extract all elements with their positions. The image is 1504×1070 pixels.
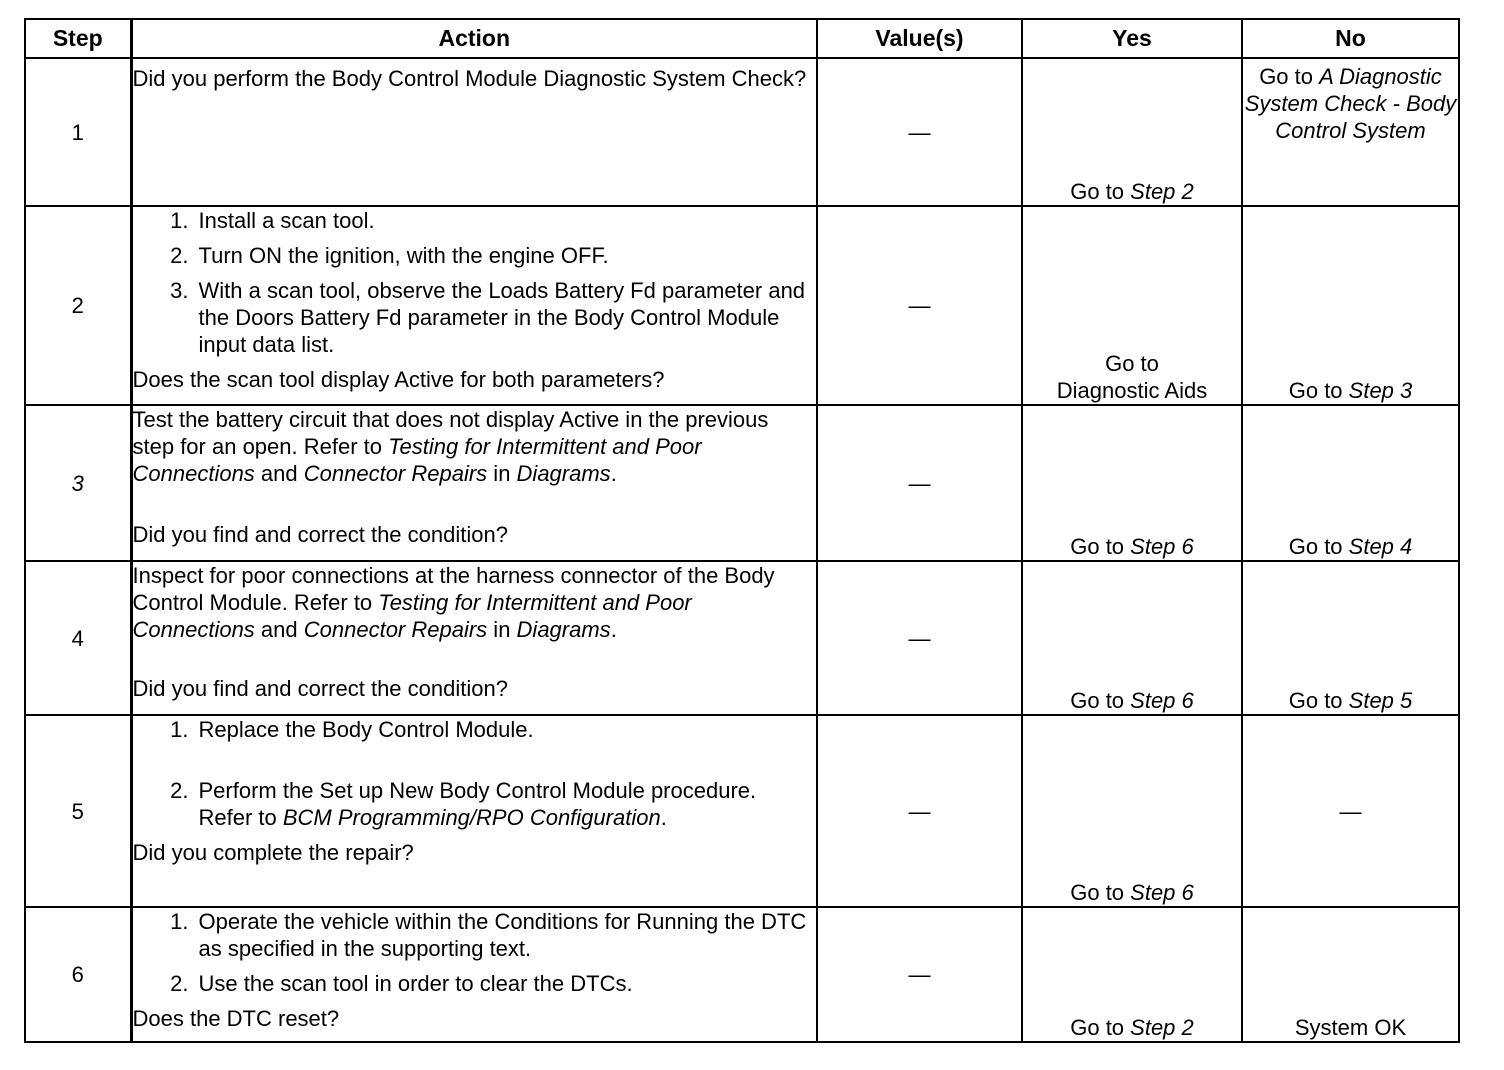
yes-prefix: Go to: [1105, 351, 1159, 376]
no-prefix: Go to: [1288, 534, 1349, 559]
yes-reference: Diagnostic Aids: [1056, 378, 1208, 403]
item-number: 1.: [170, 909, 189, 934]
item-number: 3.: [170, 278, 189, 303]
action-list-item: [133, 716, 817, 743]
action-list-item: [133, 970, 817, 997]
header-action: Action: [131, 19, 817, 58]
action-cell: [131, 907, 817, 1042]
yes-reference: Step 6: [1130, 534, 1194, 559]
action-list-item: [133, 777, 817, 831]
action-question: Did you find and correct the condition?: [132, 522, 508, 547]
reference-link-text: Diagrams: [516, 461, 611, 486]
action-text-part: Test the battery circuit that does not display Active in the previous step for an open. Refer to: [132, 407, 769, 459]
no-reference: Step 3: [1348, 378, 1413, 403]
item-text: Operate the vehicle within the Conditions for Running the DTC as specified in the supporting text.: [198, 909, 807, 961]
yes-prefix: Go to: [1070, 534, 1131, 559]
action-list: [133, 207, 817, 358]
action-content: [133, 406, 817, 548]
reference-link-text: Connector Repairs: [303, 461, 488, 486]
header-no: No: [1242, 19, 1459, 58]
yes-cell: [1022, 561, 1242, 715]
action-text: [133, 406, 817, 487]
step-number: 6: [25, 907, 131, 1042]
item-number: 2.: [170, 243, 189, 268]
action-text: Did you perform the Body Control Module Diagnostic System Check?: [132, 66, 807, 91]
step-number: 1: [25, 58, 131, 206]
item-number: 1.: [170, 717, 189, 742]
value-cell: —: [817, 206, 1022, 405]
no-cell: System OK: [1242, 907, 1459, 1042]
action-text-part: .: [610, 617, 617, 642]
no-cell: —: [1242, 715, 1459, 907]
table-row: [25, 561, 1459, 715]
item-number: 1.: [170, 208, 189, 233]
yes-prefix: Go to: [1070, 880, 1131, 905]
step-number: 3: [25, 405, 131, 561]
item-text: Install a scan tool.: [198, 208, 375, 233]
no-prefix: Go to: [1288, 688, 1349, 713]
yes-prefix: Go to: [1070, 1015, 1131, 1040]
yes-reference: Step 6: [1130, 688, 1194, 713]
no-reference: A Diagnostic System Check - Body Control System: [1244, 64, 1457, 143]
yes-prefix: Go to: [1070, 179, 1131, 204]
no-prefix: Go to: [1288, 378, 1349, 403]
reference-link-text: Testing for Intermittent and Poor Connections: [132, 434, 702, 486]
value-cell: —: [817, 405, 1022, 561]
item-text: With a scan tool, observe the Loads Battery Fd parameter and the Doors Battery Fd parameter in the Body Control Module input data list.: [198, 278, 806, 357]
reference-link-text: BCM Programming/RPO Configuration: [282, 805, 661, 830]
table-row: [25, 907, 1459, 1042]
value-cell: —: [817, 561, 1022, 715]
action-question: Did you find and correct the condition?: [132, 676, 508, 701]
step-number: 5: [25, 715, 131, 907]
action-question: Does the scan tool display Active for both parameters?: [132, 367, 665, 392]
item-text: Replace the Body Control Module.: [198, 717, 534, 742]
reference-link-text: Connector Repairs: [303, 617, 488, 642]
no-prefix: Go to: [1259, 64, 1320, 89]
yes-reference: Step 2: [1130, 1015, 1194, 1040]
header-yes: Yes: [1022, 19, 1242, 58]
yes-cell: [1022, 58, 1242, 206]
action-list-item: [133, 908, 817, 962]
header-row: [25, 19, 1459, 58]
header-values: Value(s): [817, 19, 1022, 58]
action-question: Does the DTC reset?: [132, 1006, 340, 1031]
value-cell: —: [817, 907, 1022, 1042]
action-list: [133, 716, 817, 831]
table-row: [25, 58, 1459, 206]
reference-link-text: Testing for Intermittent and Poor Connections: [132, 590, 692, 642]
diagnostic-table: [24, 18, 1460, 1043]
action-content: [133, 562, 817, 702]
item-text: Turn ON the ignition, with the engine OFF.: [198, 243, 609, 268]
value-cell: —: [817, 715, 1022, 907]
yes-reference: Step 6: [1130, 880, 1194, 905]
no-cell: [1242, 561, 1459, 715]
action-text-part: Inspect for poor connections at the harness connector of the Body Control Module. Refer to: [132, 563, 775, 615]
action-cell: [131, 206, 817, 405]
item-text: Use the scan tool in order to clear the DTCs.: [198, 971, 633, 996]
no-cell: [1242, 58, 1459, 206]
yes-cell: [1022, 206, 1242, 405]
yes-cell: [1022, 907, 1242, 1042]
action-list: [133, 908, 817, 997]
yes-cell: [1022, 715, 1242, 907]
table-row: [25, 405, 1459, 561]
action-cell: [131, 405, 817, 561]
action-text-part: in: [487, 461, 517, 486]
step-number: 4: [25, 561, 131, 715]
no-cell: [1242, 405, 1459, 561]
reference-link-text: Diagrams: [516, 617, 611, 642]
header-step: Step: [25, 19, 131, 58]
action-text-part: .: [610, 461, 617, 486]
table-row: [25, 206, 1459, 405]
table-row: [25, 715, 1459, 907]
action-cell: [131, 715, 817, 907]
action-text-part: in: [487, 617, 517, 642]
step-number: 2: [25, 206, 131, 405]
value-cell: —: [817, 58, 1022, 206]
action-cell: [131, 561, 817, 715]
no-reference: Step 4: [1348, 534, 1413, 559]
action-list-item: [133, 207, 817, 234]
action-question: Did you complete the repair?: [132, 840, 414, 865]
item-text: [199, 777, 817, 831]
action-text-part: and: [254, 461, 304, 486]
item-text-part: Perform the Set up New Body Control Module procedure. Refer to: [198, 778, 757, 830]
no-reference: Step 5: [1348, 688, 1413, 713]
action-list-item: [133, 242, 817, 269]
action-list-item: [133, 277, 817, 358]
action-cell: [131, 58, 817, 206]
yes-reference: Step 2: [1130, 179, 1194, 204]
action-text: [133, 562, 817, 643]
item-number: 2.: [170, 971, 189, 996]
yes-cell: [1022, 405, 1242, 561]
no-cell: [1242, 206, 1459, 405]
action-text-part: and: [254, 617, 304, 642]
yes-prefix: Go to: [1070, 688, 1131, 713]
item-text-part: .: [660, 805, 667, 830]
item-number: 2.: [170, 778, 189, 803]
